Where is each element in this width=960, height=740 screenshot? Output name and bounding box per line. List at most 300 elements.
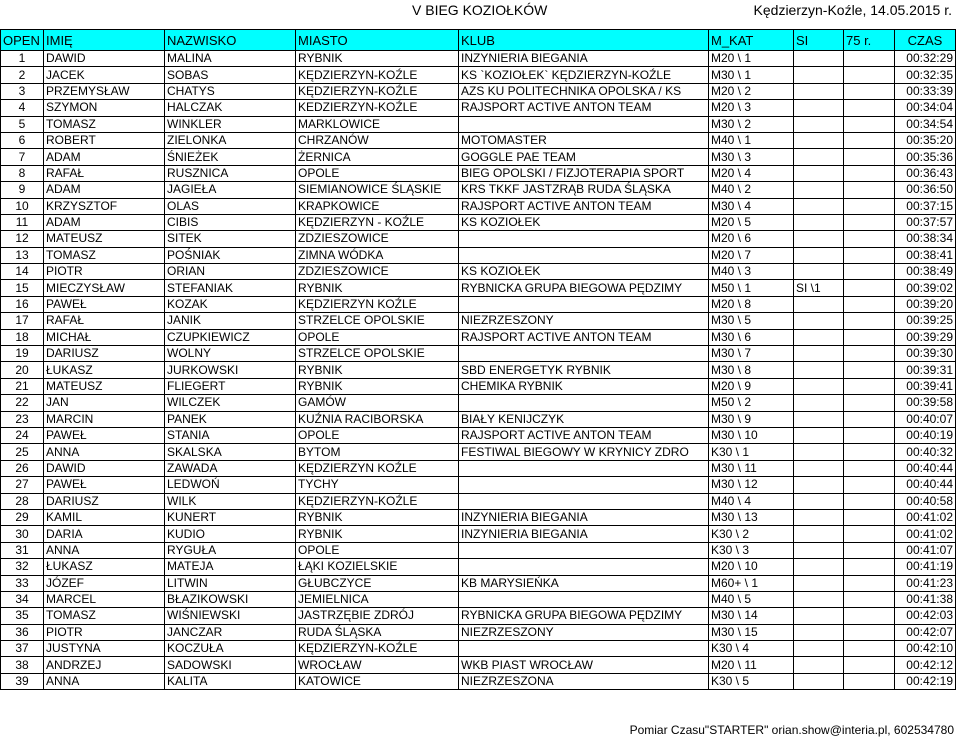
cell-first-name: MATEUSZ [44,378,165,394]
cell-open: 17 [1,313,44,329]
cell-last-name: CIBIS [165,214,296,230]
cell-club: NIEZRZESZONY [459,624,709,640]
cell-city: KĘDZIERZYN-KOŹLE [296,493,459,509]
cell-city: KĘDZIERZYN KOŹLE [296,460,459,476]
cell-club [459,346,709,362]
cell-time: 00:38:49 [895,264,956,280]
cell-open: 19 [1,346,44,362]
cell-category: M30 \ 2 [709,116,794,132]
cell-time: 00:39:20 [895,296,956,312]
cell-category: M40 \ 5 [709,591,794,607]
cell-75r [844,149,895,165]
table-row [1,149,956,165]
cell-time: 00:41:19 [895,559,956,575]
table-row [1,493,956,509]
cell-time: 00:40:19 [895,427,956,443]
table-row [1,526,956,542]
cell-75r [844,673,895,689]
cell-category: M30 \ 12 [709,477,794,493]
cell-last-name: WILCZEK [165,395,296,411]
cell-category: M30 \ 6 [709,329,794,345]
cell-time: 00:38:34 [895,231,956,247]
cell-open: 6 [1,132,44,148]
cell-75r [844,624,895,640]
cell-club: INZYNIERIA BIEGANIA [459,51,709,67]
cell-first-name: MICHAŁ [44,329,165,345]
cell-last-name: RUSZNICA [165,165,296,181]
cell-time: 00:41:23 [895,575,956,591]
table-row [1,395,956,411]
cell-75r [844,280,895,296]
table-row [1,231,956,247]
cell-last-name: LITWIN [165,575,296,591]
cell-city: OPOLE [296,165,459,181]
cell-open: 13 [1,247,44,263]
column-header-first-name: IMIĘ [44,30,165,51]
cell-club [459,116,709,132]
cell-time: 00:40:44 [895,460,956,476]
cell-club: KS KOZIOŁEK [459,264,709,280]
cell-si [794,296,844,312]
cell-last-name: MALINA [165,51,296,67]
cell-last-name: KOZAK [165,296,296,312]
cell-category: K30 \ 5 [709,673,794,689]
cell-time: 00:39:58 [895,395,956,411]
cell-city: MARKLOWICE [296,116,459,132]
cell-city: RYBNIK [296,280,459,296]
table-row [1,657,956,673]
cell-club: RAJSPORT ACTIVE ANTON TEAM [459,198,709,214]
cell-si [794,608,844,624]
cell-time: 00:36:43 [895,165,956,181]
cell-club: INZYNIERIA BIEGANIA [459,509,709,525]
cell-city: ZIMNA WÓDKA [296,247,459,263]
cell-category: M20 \ 4 [709,165,794,181]
cell-club: KS KOZIOŁEK [459,214,709,230]
cell-time: 00:39:30 [895,346,956,362]
table-row [1,264,956,280]
cell-si [794,132,844,148]
cell-category: M30 \ 9 [709,411,794,427]
cell-city: KĘDZIERZYN-KOŹLE [296,67,459,83]
cell-category: M30 \ 10 [709,427,794,443]
cell-club [459,477,709,493]
table-row [1,444,956,460]
cell-category: M40 \ 4 [709,493,794,509]
cell-time: 00:38:41 [895,247,956,263]
table-row [1,509,956,525]
cell-75r [844,591,895,607]
cell-club: INZYNIERIA BIEGANIA [459,526,709,542]
cell-city: RYBNIK [296,51,459,67]
table-row [1,362,956,378]
cell-category: M20 \ 9 [709,378,794,394]
cell-club: AZS KU POLITECHNIKA OPOLSKA / KS [459,83,709,99]
cell-city: STRZELCE OPOLSKIE [296,346,459,362]
table-row [1,214,956,230]
cell-si [794,100,844,116]
table-row [1,477,956,493]
cell-si [794,247,844,263]
cell-time: 00:37:15 [895,198,956,214]
cell-category: M40 \ 3 [709,264,794,280]
cell-category: M40 \ 1 [709,132,794,148]
cell-category: M30 \ 3 [709,149,794,165]
cell-category: M20 \ 1 [709,51,794,67]
cell-club: SBD ENERGETYK RYBNIK [459,362,709,378]
cell-club [459,493,709,509]
table-row [1,247,956,263]
cell-75r [844,214,895,230]
cell-si [794,378,844,394]
cell-first-name: KAMIL [44,509,165,525]
cell-club [459,395,709,411]
cell-city: OPOLE [296,329,459,345]
cell-city: WROCŁAW [296,657,459,673]
cell-club [459,296,709,312]
cell-last-name: KALITA [165,673,296,689]
cell-city: ŁĄKI KOZIELSKIE [296,559,459,575]
cell-75r [844,641,895,657]
cell-city: JASTRZĘBIE ZDRÓJ [296,608,459,624]
cell-city: KĘDZIERZYN - KOŹLE [296,214,459,230]
cell-open: 28 [1,493,44,509]
cell-first-name: TOMASZ [44,116,165,132]
cell-last-name: SKALSKA [165,444,296,460]
cell-si [794,231,844,247]
cell-category: M30 \ 5 [709,313,794,329]
table-row [1,313,956,329]
cell-open: 38 [1,657,44,673]
cell-last-name: RYGUŁA [165,542,296,558]
cell-open: 25 [1,444,44,460]
event-place-date: Kędzierzyn-Koźle, 14.05.2015 r. [753,2,952,18]
cell-first-name: DAWID [44,51,165,67]
column-header-category: M_KAT [709,30,794,51]
cell-open: 26 [1,460,44,476]
cell-category: M40 \ 2 [709,182,794,198]
cell-first-name: JÓZEF [44,575,165,591]
cell-first-name: PAWEŁ [44,427,165,443]
cell-75r [844,411,895,427]
cell-75r [844,444,895,460]
cell-time: 00:40:32 [895,444,956,460]
cell-open: 15 [1,280,44,296]
cell-75r [844,313,895,329]
cell-club [459,542,709,558]
cell-open: 36 [1,624,44,640]
table-row [1,280,956,296]
cell-city: JEMIELNICA [296,591,459,607]
cell-last-name: ZAWADA [165,460,296,476]
cell-city: RYBNIK [296,526,459,542]
cell-open: 3 [1,83,44,99]
cell-city: KĘDZIERZYN KOŹLE [296,296,459,312]
cell-si [794,460,844,476]
cell-first-name: MATEUSZ [44,231,165,247]
table-row [1,346,956,362]
cell-open: 30 [1,526,44,542]
cell-club: GOGGLE PAE TEAM [459,149,709,165]
cell-first-name: ADAM [44,214,165,230]
cell-first-name: DARIUSZ [44,493,165,509]
table-row [1,542,956,558]
cell-last-name: WIŚNIEWSKI [165,608,296,624]
cell-time: 00:39:02 [895,280,956,296]
cell-first-name: JUSTYNA [44,641,165,657]
cell-75r [844,395,895,411]
column-header-time: CZAS [895,30,956,51]
cell-last-name: SITEK [165,231,296,247]
cell-last-name: JURKOWSKI [165,362,296,378]
table-row [1,575,956,591]
cell-75r [844,51,895,67]
cell-last-name: PANEK [165,411,296,427]
cell-city: RUDA ŚLĄSKA [296,624,459,640]
cell-75r [844,526,895,542]
cell-open: 7 [1,149,44,165]
cell-first-name: DARIUSZ [44,346,165,362]
cell-si [794,591,844,607]
cell-time: 00:39:25 [895,313,956,329]
cell-last-name: JANCZAR [165,624,296,640]
cell-last-name: CHATYS [165,83,296,99]
cell-75r [844,198,895,214]
table-row [1,591,956,607]
cell-last-name: STANIA [165,427,296,443]
cell-si [794,641,844,657]
cell-club: RAJSPORT ACTIVE ANTON TEAM [459,329,709,345]
cell-time: 00:40:07 [895,411,956,427]
cell-club: FESTIWAL BIEGOWY W KRYNICY ZDRO [459,444,709,460]
cell-si [794,427,844,443]
cell-club: RAJSPORT ACTIVE ANTON TEAM [459,427,709,443]
cell-first-name: DARIA [44,526,165,542]
cell-last-name: ŚNIEŻEK [165,149,296,165]
cell-time: 00:42:03 [895,608,956,624]
cell-category: M60+ \ 1 [709,575,794,591]
footer-timing-credit: Pomiar Czasu"STARTER" orian.show@interia.pl, 602534780 [629,723,954,737]
cell-first-name: MARCIN [44,411,165,427]
cell-first-name: ANDRZEJ [44,657,165,673]
cell-time: 00:41:07 [895,542,956,558]
cell-club: KRS TKKF JASTZRĄB RUDA ŚLĄSKA [459,182,709,198]
results-body [1,51,956,690]
cell-si [794,559,844,575]
cell-open: 16 [1,296,44,312]
cell-city: ŻERNICA [296,149,459,165]
cell-first-name: TOMASZ [44,608,165,624]
table-row [1,182,956,198]
cell-club: RYBNICKA GRUPA BIEGOWA PĘDZIMY [459,280,709,296]
cell-75r [844,542,895,558]
cell-open: 12 [1,231,44,247]
cell-si [794,493,844,509]
cell-first-name: DAWID [44,460,165,476]
cell-club [459,559,709,575]
cell-club [459,591,709,607]
cell-last-name: KOCZUŁA [165,641,296,657]
cell-si [794,313,844,329]
table-row [1,673,956,689]
cell-category: M30 \ 7 [709,346,794,362]
cell-open: 8 [1,165,44,181]
cell-last-name: KUNERT [165,509,296,525]
cell-open: 5 [1,116,44,132]
cell-open: 32 [1,559,44,575]
cell-time: 00:33:39 [895,83,956,99]
cell-time: 00:32:35 [895,67,956,83]
cell-first-name: ANNA [44,542,165,558]
cell-si [794,624,844,640]
cell-75r [844,362,895,378]
cell-75r [844,575,895,591]
cell-75r [844,329,895,345]
cell-75r [844,493,895,509]
table-row [1,460,956,476]
cell-si [794,444,844,460]
cell-category: M30 \ 14 [709,608,794,624]
cell-75r [844,509,895,525]
cell-last-name: POŚNIAK [165,247,296,263]
cell-si [794,264,844,280]
cell-club: NIEZRZESZONA [459,673,709,689]
cell-time: 00:42:07 [895,624,956,640]
cell-si [794,657,844,673]
cell-city: TYCHY [296,477,459,493]
cell-75r [844,231,895,247]
cell-open: 21 [1,378,44,394]
cell-first-name: ADAM [44,149,165,165]
cell-open: 35 [1,608,44,624]
cell-si [794,362,844,378]
cell-time: 00:42:10 [895,641,956,657]
column-header-open: OPEN [1,30,44,51]
cell-75r [844,559,895,575]
cell-city: RYBNIK [296,362,459,378]
cell-city: ZDZIESZOWICE [296,264,459,280]
cell-time: 00:42:19 [895,673,956,689]
cell-city: KĘDZIERZYN-KOŹLE [296,83,459,99]
table-row [1,608,956,624]
cell-category: M30 \ 15 [709,624,794,640]
cell-75r [844,608,895,624]
cell-last-name: KUDIO [165,526,296,542]
cell-category: M20 \ 2 [709,83,794,99]
cell-first-name: PAWEŁ [44,296,165,312]
cell-first-name: PRZEMYSŁAW [44,83,165,99]
cell-75r [844,296,895,312]
cell-75r [844,116,895,132]
cell-si [794,198,844,214]
cell-city: GAMÓW [296,395,459,411]
cell-time: 00:40:58 [895,493,956,509]
table-row [1,165,956,181]
cell-first-name: JAN [44,395,165,411]
cell-club: KS `KOZIOŁEK` KĘDZIERZYN-KOŹLE [459,67,709,83]
cell-last-name: WINKLER [165,116,296,132]
cell-category: M30 \ 1 [709,67,794,83]
cell-75r [844,264,895,280]
cell-si [794,51,844,67]
cell-si: SI \1 [794,280,844,296]
cell-last-name: SOBAS [165,67,296,83]
cell-last-name: JANIK [165,313,296,329]
cell-first-name: SZYMON [44,100,165,116]
table-header-row [1,30,956,51]
cell-last-name: SADOWSKI [165,657,296,673]
cell-club: WKB PIAST WROCŁAW [459,657,709,673]
cell-category: M20 \ 7 [709,247,794,263]
cell-club: RYBNICKA GRUPA BIEGOWA PĘDZIMY [459,608,709,624]
column-header-club: KLUB [459,30,709,51]
cell-first-name: MARCEL [44,591,165,607]
cell-time: 00:41:02 [895,509,956,525]
cell-last-name: FLIEGERT [165,378,296,394]
cell-si [794,411,844,427]
cell-si [794,542,844,558]
cell-first-name: PIOTR [44,624,165,640]
cell-city: KUŹNIA RACIBORSKA [296,411,459,427]
cell-first-name: ŁUKASZ [44,559,165,575]
cell-first-name: ADAM [44,182,165,198]
table-row [1,83,956,99]
cell-si [794,477,844,493]
cell-last-name: STEFANIAK [165,280,296,296]
cell-time: 00:32:29 [895,51,956,67]
cell-club: CHEMIKA RYBNIK [459,378,709,394]
table-row [1,132,956,148]
cell-last-name: ZIELONKA [165,132,296,148]
cell-si [794,149,844,165]
cell-category: M20 \ 5 [709,214,794,230]
table-row [1,411,956,427]
cell-75r [844,657,895,673]
cell-time: 00:39:41 [895,378,956,394]
cell-category: M30 \ 13 [709,509,794,525]
cell-city: BYTOM [296,444,459,460]
cell-last-name: JAGIEŁA [165,182,296,198]
table-row [1,198,956,214]
cell-time: 00:41:02 [895,526,956,542]
cell-club [459,231,709,247]
cell-first-name: PAWEŁ [44,477,165,493]
cell-category: M20 \ 10 [709,559,794,575]
cell-open: 14 [1,264,44,280]
table-row [1,296,956,312]
cell-si [794,395,844,411]
cell-city: KRAPKOWICE [296,198,459,214]
cell-open: 34 [1,591,44,607]
table-row [1,641,956,657]
cell-open: 18 [1,329,44,345]
cell-first-name: ROBERT [44,132,165,148]
cell-75r [844,165,895,181]
cell-open: 9 [1,182,44,198]
cell-first-name: TOMASZ [44,247,165,263]
cell-75r [844,247,895,263]
cell-last-name: ORIAN [165,264,296,280]
cell-first-name: ANNA [44,673,165,689]
cell-city: RYBNIK [296,378,459,394]
cell-category: M50 \ 2 [709,395,794,411]
cell-last-name: OLAS [165,198,296,214]
cell-club: KB MARYSIEŃKA [459,575,709,591]
cell-open: 39 [1,673,44,689]
cell-75r [844,460,895,476]
page-header [0,0,960,22]
cell-city: OPOLE [296,542,459,558]
